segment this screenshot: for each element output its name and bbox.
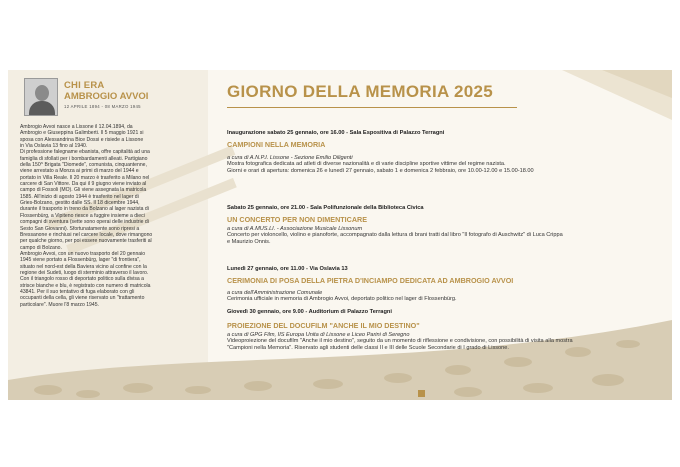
event-datetime: Sabato 25 gennaio, ore 21.00 - Sala Polifunzionale della Biblioteca Civica bbox=[227, 205, 424, 211]
bio-line: Gries-Bolzano, gestito dalle SS. Il 18 dicembre 1944, bbox=[20, 200, 140, 207]
bio-line: campo di Fossoli (MO). Gli viene assegnata la matricola bbox=[20, 187, 147, 194]
event-title: CAMPIONI NELLA MEMORIA bbox=[227, 140, 326, 149]
event-title: CERIMONIA DI POSA DELLA PIETRA D'INCIAMPO DEDICATA AD AMBROGIO AVVOI bbox=[227, 276, 514, 285]
biography-text bbox=[20, 124, 196, 308]
event-description-line: Giorni e orari di apertura: domenica 26 e lunedì 27 gennaio, sabato 1 e domenica 2 febbraio, ore 10.00-12.00 e 15.00-18.00 bbox=[227, 168, 534, 175]
event-description-line: "Campioni nella Memoria". Riservato agli studenti delle classi II e III delle Scuole Secondarie di I grado di Lissone. bbox=[227, 345, 509, 352]
bio-line: campo di Bolzano. bbox=[20, 244, 62, 251]
bio-line: situato nel nord-est della Baviera vicino al confine con la bbox=[20, 263, 147, 270]
bio-line: viene arrestato a Monza ai primi di marzo del 1944 e bbox=[20, 168, 139, 175]
bio-line: Con il triangolo rosso di deportato politico sulla divisa a bbox=[20, 276, 145, 283]
bio-line: regione dei Sudeti, luogo di sterminio attraverso il lavoro. bbox=[20, 269, 149, 276]
event-block bbox=[227, 205, 627, 247]
bio-line: Ambrogio Avvoi, con un nuovo trasporto del 20 gennaio bbox=[20, 250, 146, 257]
event-description-line: e Maurizio Onnis. bbox=[227, 239, 271, 246]
event-title: PROIEZIONE DEL DOCUFILM "ANCHE IL MIO DESTINO" bbox=[227, 321, 420, 330]
bio-line: Di professione falegname ebanista, offre capitalità ad una bbox=[20, 149, 150, 156]
bio-line: 43841. Per il suo tentativo di fuga elaborato con gli bbox=[20, 288, 135, 295]
bio-line: Bressanone e rinchiusi nel carcere locale, dove rimangono bbox=[20, 231, 153, 238]
event-datetime: Giovedì 30 gennaio, ore 9.00 - Auditorium di Palazzo Terragni bbox=[227, 309, 392, 315]
life-dates: 12 APRILE 1894 - 08 MARZO 1945 bbox=[64, 104, 141, 109]
event-block bbox=[227, 266, 627, 303]
event-description-line: Mostra fotografica dedicata ad atleti di diverse nazionalità e di varie discipline sportive vittime del regime nazista. bbox=[227, 161, 506, 167]
event-block bbox=[227, 309, 627, 353]
event-datetime: Lunedì 27 gennaio, ore 11.00 - Via Oslavia 13 bbox=[227, 266, 348, 272]
bio-line: per qualche giorno, per poi essere nuovamente trasferiti al bbox=[20, 238, 152, 245]
poster-title: GIORNO DELLA MEMORIA 2025 bbox=[227, 82, 493, 101]
bio-line: della 150^ Brigata "Diomede", comunista, cinquantenne, bbox=[20, 162, 147, 169]
bio-line: Ambrogio e Giuseppina Galimberti. Il 5 maggio 1921 si bbox=[20, 130, 144, 137]
section-heading: CHI ERA bbox=[64, 80, 105, 91]
bio-line: portato in Villa Reale. Il 20 marzo è trasferito a Milano nel bbox=[20, 174, 150, 181]
bio-line: carcere di San Vittore. Da qui il 9 giugno viene inviato al bbox=[20, 181, 147, 188]
bio-line: Sesto San Giovanni). Sfortunatamente sono ripresi a bbox=[20, 225, 140, 232]
bio-line: strisce bianche e blu, è registrato con numero di matricola bbox=[20, 282, 151, 289]
bio-line: in Via Oslavia 13 fino al 1940. bbox=[20, 143, 88, 150]
bio-line: durante il trasporto in treno da Bolzano al lager nazista di bbox=[20, 206, 149, 213]
event-description-line: Videoproiezione del docufilm "Anche il mio destino", seguito da un momento di riflessione e condivisione, con possibilità di visita alla mostra bbox=[227, 338, 573, 344]
event-title: UN CONCERTO PER NON DIMENTICARE bbox=[227, 215, 368, 224]
event-organizer: a cura di GPG Film, IIS Europa Unita di Lissone e Liceo Parini di Seregno bbox=[227, 332, 410, 338]
portrait-photo bbox=[24, 78, 58, 116]
event-block bbox=[227, 130, 627, 176]
bio-line: sposa con Alessandrina Bice Dossi e risiede a Lissone bbox=[20, 136, 144, 143]
title-divider bbox=[227, 107, 517, 108]
event-organizer: a cura di A.N.P.I. Lissone - Sezione Emilio Diligenti bbox=[227, 155, 353, 161]
bio-line: 1945 viene portato a Flossenbürg, lager "di frontiera", bbox=[20, 257, 141, 264]
event-description-line: Concerto per violoncello, violino e pianoforte, accompagnato dalla lettura di brani tratti dal libro "Il fotografo di Auschwitz" di Luca Crippa bbox=[227, 232, 563, 238]
bio-line: occupanti della cella, gli viene riservato un "trattamento bbox=[20, 295, 145, 302]
bio-line: famiglia di sfollati per i bombardamenti alleati. Partigiano bbox=[20, 155, 148, 162]
bio-line: compagni di sventura (sette sono operai delle industrie di bbox=[20, 219, 149, 226]
corner-decoration bbox=[522, 70, 672, 130]
event-organizer: a cura dell'Amministrazione Comunale bbox=[227, 290, 323, 296]
bio-line: 1585. All'inizio di agosto 1944 è trasferito nel lager di bbox=[20, 193, 139, 200]
bio-line: Flossenbürg, a Vipiteno riesce a fuggire insieme a dieci bbox=[20, 212, 145, 219]
event-organizer: a cura di A.MUS.LI. - Associazione Musicale Lissonum bbox=[227, 226, 363, 232]
person-name: AMBROGIO AVVOI bbox=[64, 91, 149, 102]
event-description-line: Cerimonia ufficiale in memoria di Ambrogio Avvoi, deportato politico nel lager di Flossenbürg. bbox=[227, 296, 457, 302]
memorial-poster bbox=[8, 70, 672, 400]
event-datetime: Inaugurazione sabato 25 gennaio, ore 16.00 - Sala Espositiva di Palazzo Terragni bbox=[227, 130, 445, 136]
bio-line: particolare". Muore l'8 marzo 1945. bbox=[20, 301, 99, 308]
bio-line: Ambrogio Avvoi nasce a Lissone il 12.04.1894, da bbox=[20, 124, 133, 130]
